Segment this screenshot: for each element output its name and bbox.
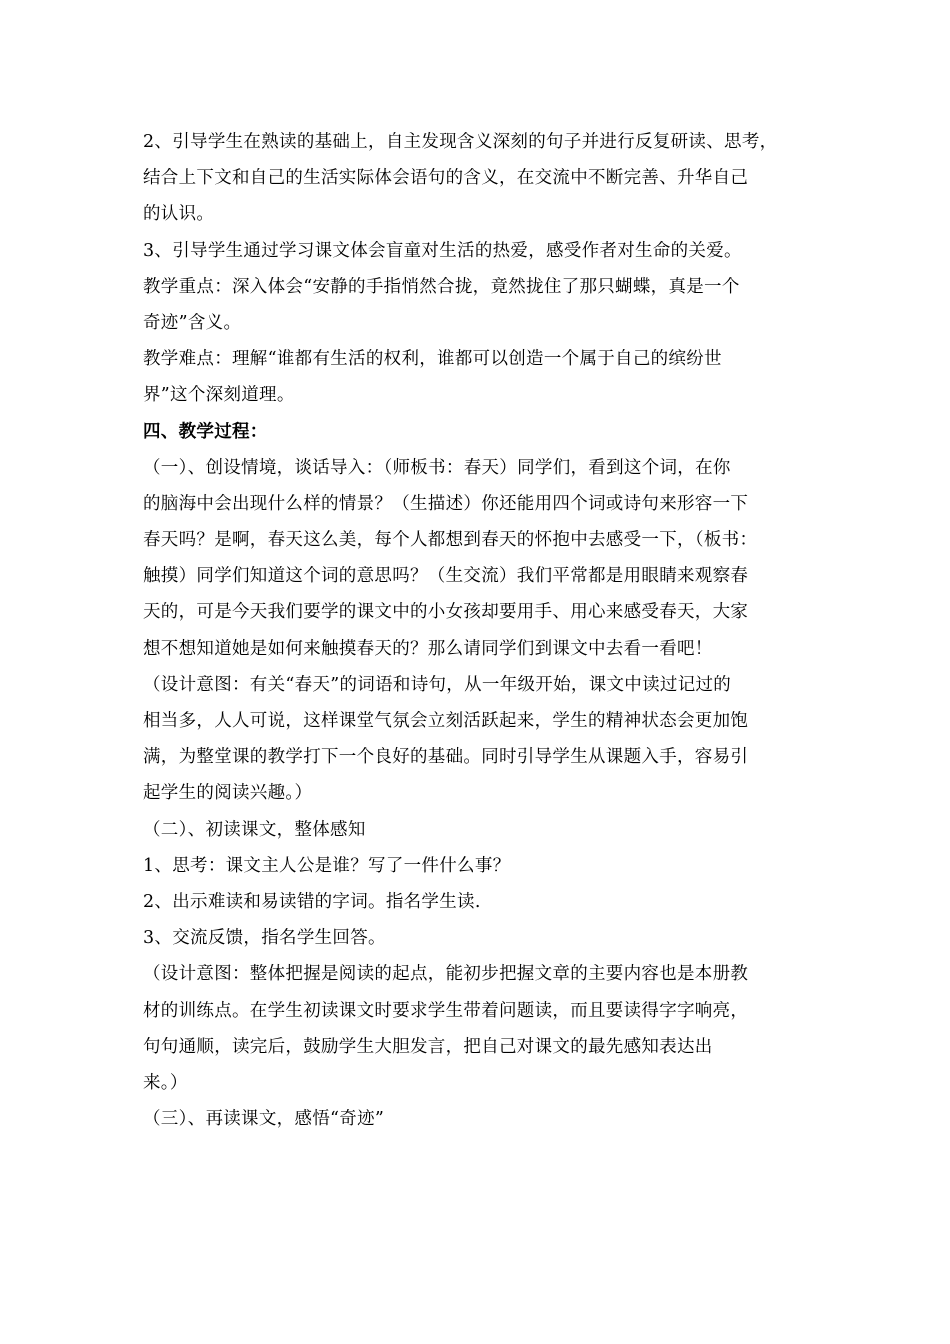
text-line: 界”这个深刻道理。 — [143, 385, 295, 406]
text-line: （设计意图：有关“春天”的词语和诗句，从一年级开始，课文中读过记过的 — [143, 674, 732, 695]
text-line: （三）、再读课文，感悟“奇迹” — [143, 1109, 385, 1130]
text-line: 满，为整堂课的教学打下一个良好的基础。同时引导学生从课题入手，容易引 — [143, 747, 749, 768]
text-line: 2、出示难读和易读错的字词。指名学生读. — [143, 891, 481, 912]
text-line: 1、思考：课文主人公是谁？写了一件什么事？ — [143, 855, 511, 876]
text-line: 教学难点：理解“谁都有生活的权利，谁都可以创造一个属于自己的缤纷世 — [143, 349, 722, 370]
document-body — [143, 124, 833, 1137]
text-line: 句句通顺，读完后，鼓励学生大胆发言，把自己对课文的最先感知表达出 — [143, 1036, 713, 1057]
text-line: （设计意图：整体把握是阅读的起点，能初步把握文章的主要内容也是本册教 — [143, 964, 749, 985]
text-line: （一）、创设情境，谈话导入：（师板书：春天）同学们，看到这个词，在你 — [143, 457, 731, 478]
text-line: 天的，可是今天我们要学的课文中的小女孩却要用手、用心来感受春天，大家 — [143, 602, 749, 623]
text-line: 材的训练点。在学生初读课文时要求学生带着问题读，而且要读得字字响亮， — [143, 1000, 749, 1021]
text-line: 触摸）同学们知道这个词的意思吗？（生交流）我们平常都是用眼睛来观察春 — [143, 566, 749, 587]
text-line: 奇迹”含义。 — [143, 312, 242, 333]
text-line: 想不想知道她是如何来触摸春天的？那么请同学们到课文中去看一看吧！ — [143, 638, 713, 659]
text-line: 教学重点：深入体会“安静的手指悄然合拢，竟然拢住了那只蝴蝶，真是一个 — [143, 276, 740, 297]
text-line: 来。） — [143, 1072, 188, 1093]
text-line: 3、交流反馈，指名学生回答。 — [143, 928, 386, 949]
text-line: 3、引导学生通过学习课文体会盲童对生活的热爱，感受作者对生命的关爱。 — [143, 240, 742, 261]
text-line: 2、引导学生在熟读的基础上，自主发现含义深刻的句子并进行反复研读、思考， — [143, 132, 778, 152]
text-line: 相当多，人人可说，这样课堂气氛会立刻活跃起来，学生的精神状态会更加饱 — [143, 711, 749, 731]
text-line: 的脑海中会出现什么样的情景？（生描述）你还能用四个词或诗句来形容一下 — [143, 493, 749, 514]
text-line: 起学生的阅读兴趣。） — [143, 783, 313, 804]
section-heading: 四、教学过程： — [143, 421, 268, 442]
text-line: 结合上下文和自己的生活实际体会语句的含义，在交流中不断完善、升华自己 — [143, 168, 749, 189]
text-line: 的认识。 — [143, 204, 215, 225]
text-line: （二）、初读课文，整体感知 — [143, 819, 366, 840]
text-line: 春天吗？是啊，春天这么美，每个人都想到春天的怀抱中去感受一下，（板书： — [143, 530, 758, 551]
